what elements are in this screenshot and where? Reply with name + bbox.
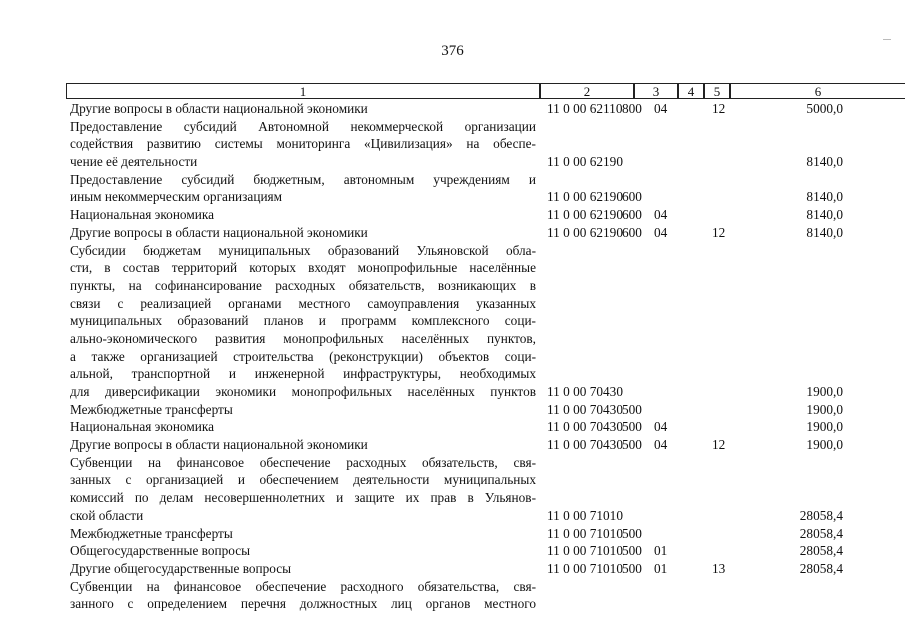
header-col-6: 6 <box>730 83 905 99</box>
row-code: 11 0 00 71010 <box>547 560 623 576</box>
row-vr: 500 <box>622 525 642 541</box>
table-row <box>0 118 905 136</box>
table-row <box>0 560 905 578</box>
row-name: Другие общегосударственные вопросы <box>70 560 292 576</box>
row-vr: 500 <box>622 437 642 453</box>
row-amount: 28058,4 <box>799 560 843 576</box>
row-amount: 28058,4 <box>799 507 843 523</box>
row-amount: 1900,0 <box>806 419 843 435</box>
row-code: 11 0 00 70430 <box>547 419 623 435</box>
row-name: муниципальных образований планов и программ комплексного соци- <box>70 313 536 329</box>
table-row <box>0 295 905 313</box>
row-name: для диверсификации экономики монопрофильных населённых пунктов <box>70 384 536 399</box>
row-name: комиссий по делам несовершеннолетних и защите их прав в Ульянов- <box>70 490 536 506</box>
row-code: 11 0 00 71010 <box>547 543 623 559</box>
row-name: Другие вопросы в области национальной экономики <box>70 101 368 116</box>
row-name: Национальная экономика <box>70 207 215 223</box>
table-row <box>0 436 905 454</box>
row-code: 11 0 00 62110 <box>547 101 623 116</box>
table-row <box>0 595 905 613</box>
row-code: 11 0 00 62190 <box>547 207 623 223</box>
table-row <box>0 242 905 260</box>
row-name: содействия развитию системы мониторинга «Цивилизация» на обеспе- <box>70 136 536 152</box>
row-vr: 600 <box>622 189 642 205</box>
table-row <box>0 224 905 242</box>
table-row <box>0 100 905 118</box>
budget-table-body <box>0 100 905 613</box>
row-name: пункты, на софинансирование расходных обязательств, возникающих в <box>70 277 536 293</box>
table-row <box>0 383 905 401</box>
row-amount: 1900,0 <box>806 401 843 417</box>
row-name: Межбюджетные трансферты <box>70 525 233 541</box>
row-amount: 28058,4 <box>799 543 843 559</box>
header-col-2: 2 <box>540 83 634 99</box>
table-row <box>0 153 905 171</box>
row-name: Межбюджетные трансферты <box>70 401 233 417</box>
header-col-4: 4 <box>678 83 704 99</box>
row-name: чение её деятельности <box>70 154 198 170</box>
row-amount: 28058,4 <box>799 525 843 541</box>
row-name: ально-экономического развития монопрофильных населённых пунктов, <box>70 330 536 346</box>
table-row <box>0 312 905 330</box>
table-row <box>0 471 905 489</box>
table-row <box>0 365 905 383</box>
row-name: иным некоммерческим организациям <box>70 189 283 205</box>
row-rz: 04 <box>654 207 668 223</box>
row-pr: 13 <box>712 560 726 576</box>
table-row <box>0 135 905 153</box>
row-rz: 04 <box>654 419 668 435</box>
row-amount: 1900,0 <box>806 384 843 399</box>
row-name: а также организацией строительства (реконструкции) объектов соци- <box>70 348 536 364</box>
row-pr: 12 <box>712 101 726 116</box>
row-amount: 8140,0 <box>806 189 843 205</box>
header-col-5: 5 <box>704 83 730 99</box>
row-amount: 8140,0 <box>806 154 843 170</box>
row-name: Субвенции на финансовое обеспечение расходного обязательства, свя- <box>70 578 536 594</box>
table-row <box>0 259 905 277</box>
table-row <box>0 330 905 348</box>
row-rz: 01 <box>654 560 668 576</box>
header-col-1: 1 <box>66 83 540 99</box>
table-row <box>0 542 905 560</box>
row-rz: 04 <box>654 224 668 240</box>
row-amount: 1900,0 <box>806 437 843 453</box>
table-row <box>0 277 905 295</box>
row-name: Национальная экономика <box>70 419 215 435</box>
row-code: 11 0 00 62190 <box>547 154 623 170</box>
table-row <box>0 454 905 472</box>
row-vr: 500 <box>622 543 642 559</box>
row-code: 11 0 00 70430 <box>547 384 623 399</box>
table-row <box>0 489 905 507</box>
table-row <box>0 188 905 206</box>
row-name: сти, в состав территорий которых входят монопрофильные населённые <box>70 260 536 276</box>
table-row <box>0 525 905 543</box>
table-row <box>0 418 905 436</box>
row-pr: 12 <box>712 437 726 453</box>
row-rz: 01 <box>654 543 668 559</box>
row-name: Предоставление субсидий бюджетным, автономным учреждениям и <box>70 171 536 187</box>
table-row <box>0 206 905 224</box>
row-name: Другие вопросы в области национальной экономики <box>70 437 368 453</box>
row-name: Субвенции на финансовое обеспечение расходных обязательств, свя- <box>70 454 536 470</box>
table-row <box>0 171 905 189</box>
row-rz: 04 <box>654 101 668 116</box>
row-name: Предоставление субсидий Автономной некоммерческой организации <box>70 118 536 134</box>
row-name: Субсидии бюджетам муниципальных образований Ульяновской обла- <box>70 242 536 258</box>
table-row <box>0 401 905 419</box>
row-amount: 8140,0 <box>806 207 843 223</box>
row-code: 11 0 00 62190 <box>547 189 623 205</box>
row-code: 11 0 00 70430 <box>547 437 623 453</box>
row-code: 11 0 00 71010 <box>547 507 623 523</box>
row-amount: 5000,0 <box>806 101 843 116</box>
row-vr: 800 <box>622 101 642 116</box>
row-name: связи с реализацией органами местного самоуправления указанных <box>70 295 536 311</box>
row-name: альной, транспортной и инженерной инфраструктуры, необходимых <box>70 366 536 382</box>
table-row <box>0 507 905 525</box>
row-pr: 12 <box>712 224 726 240</box>
row-code: 11 0 00 71010 <box>547 525 623 541</box>
row-rz: 04 <box>654 437 668 453</box>
table-row <box>0 578 905 596</box>
row-code: 11 0 00 70430 <box>547 401 623 417</box>
row-vr: 600 <box>622 207 642 223</box>
row-code: 11 0 00 62190 <box>547 224 623 240</box>
row-name: Другие вопросы в области национальной экономики <box>70 224 368 240</box>
scan-mark <box>883 39 891 40</box>
row-name: занных с организацией и обеспечением деятельности муниципальных <box>70 472 536 488</box>
row-name: ской области <box>70 507 144 523</box>
row-vr: 500 <box>622 560 642 576</box>
table-row <box>0 348 905 366</box>
row-amount: 8140,0 <box>806 224 843 240</box>
row-vr: 600 <box>622 224 642 240</box>
page-number: 376 <box>441 43 464 59</box>
header-col-3: 3 <box>634 83 678 99</box>
row-name: занного с определением перечня должностных лиц органов местного <box>70 596 536 612</box>
row-name: Общегосударственные вопросы <box>70 543 251 559</box>
row-vr: 500 <box>622 419 642 435</box>
row-vr: 500 <box>622 401 642 417</box>
